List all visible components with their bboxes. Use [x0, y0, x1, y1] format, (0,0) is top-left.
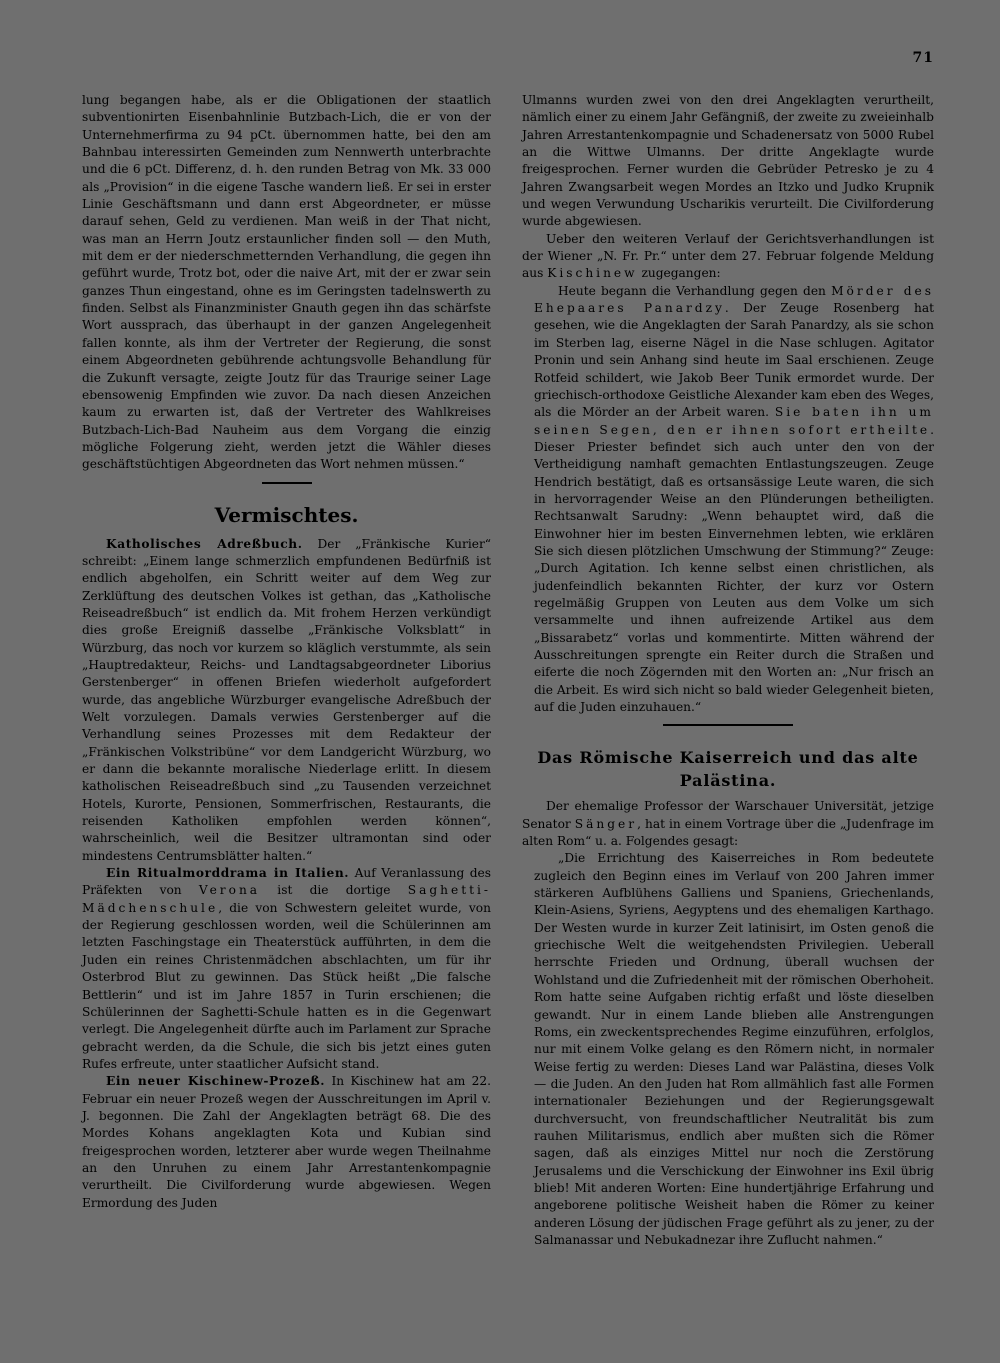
paragraph: [522, 798, 934, 850]
article-body: Auf Veranlassung des Präfekten von: [82, 866, 491, 898]
quoted-report: [522, 283, 934, 717]
divider: [262, 482, 312, 484]
article-katholisches-adressbuch: [82, 536, 491, 866]
emphasis: Mörder des Ehepaares Panardzy: [534, 283, 934, 316]
emphasis: Kischinew: [547, 266, 638, 281]
text: . Der Zeuge Rosenberg hat gesehen, wie die Angeklagten der Sarah Panardzy, als sie schon im Sterben lag, eiserne Nägel in die Nase schlugen. Agitator Pronin und sein Anhang sind heute im Saal erschienen. Zeuge Rotfeid schildert, wie Jakob Beer Tunik ermordet wurde. Der griechisch-orthodoxe Geistliche Alexander kam eben des Weges, als die Mörder an der Arbeit waren.: [534, 301, 934, 420]
divider: [663, 724, 793, 726]
article-lead: Ein neuer Kischinew-Prozeß.: [106, 1074, 326, 1089]
page-number: 71: [912, 50, 934, 66]
article-ritualmorddrama: [82, 865, 491, 1073]
emphasis: Sänger: [574, 816, 638, 831]
continued-paragraph: lung begangen habe, als er die Obligationen der staatlich subventionirten Eisenbahnlinie Butzbach-Lich, die er von der Unternehmerfirma zu 94 pCt. übernommen hatte, bei den am Bahnbau interessirten Gemeinden zum Nennwerth unterbrachte und die 6 pCt. Differenz, d. h. den runden Betrag von Mk. 33 000 als „Provision“ in die eigene Tasche wandern ließ. Er sei in erster Linie Geschäftsmann und dann erst Abgeordneter, er müsse darauf sehen, Geld zu verdienen. Man weiß in der That nicht, was man an Herrn Joutz erstaunlicher finden soll — den Muth, mit dem er der niederschmetternden Verhandlung, die gegen ihn geführt wurde, Trotz bot, oder die naive Art, mit der er zwar sein ganzes Thun eingestand, ohne es im Geringsten tadelnswerth zu finden. Selbst als Finanzminister Gnauth gegen ihn das schärfste Wort aussprach, das überhaupt in der ganzen Angelegenheit fallen konnte, als ihm der Vertreter der Regierung, die sonst einem Abgeordneten gebührende achtungsvolle Behandlung für die Zukunft versagte, zeigte Joutz für das Traurige seiner Lage ebensowenig Empfinden wie zuvor. Da nach diesen Anzeichen kaum zu erwarten ist, daß der Vertreter des Wahlkreises Butzbach-Lich-Bad Nauheim aus dem Vorgang die einzig mögliche Folgerung zieht, werden jetzt die Wähler dieses geschäftstüchtigen Abgeordneten das Wort nehmen müssen.“: [82, 93, 491, 472]
article-kischinew-prozess: [82, 1073, 491, 1212]
article-title: Das Römische Kaiserreich und das alte Palästina.: [537, 748, 919, 791]
text: Der ehemalige Professor der Warschauer Universität, jetzige Senator: [522, 799, 934, 831]
article-body: ist die dortige: [260, 883, 408, 898]
left-column: [82, 92, 491, 1212]
article-lead: Katholisches Adreßbuch.: [106, 536, 303, 551]
text: . Dieser Priester befindet sich auch unter den von der Vertheidigung namhaft gemachten Entlastungszeugen. Zeuge Hendrich bestätigt, daß es ortsansässige Leute waren, die sich in hervorragender Weise an den Plünderungen betheiligten. Rechtsanwalt Sarudny: „Wenn behauptet wird, daß die Einwohner hier im besten Einvernehmen lebten, wie erklären Sie sich diesen plötzlichen Umschwung der Stimmung?“ Zeuge: „Durch Agitation. Ich kenne selbst einen christlichen, als judenfeindlich bekannten Richter, der kurz vor Ostern regelmäßig Gruppen von Leuten aus dem Volke um sich versammelte und ihnen aufreizende Artikel aus dem „Bissarabetz“ vorlas und kommentirte. Mitten während der Ausschreitungen sprengte ein Reiter durch die Straßen und eiferte die noch Zögernden mit den Worten an: „Nur frisch an die Arbeit. Es wird sich nicht so bald wieder Gelegenheit bieten, auf die Juden einzuhauen.“: [534, 422, 934, 715]
text: zugegangen:: [637, 266, 721, 281]
paragraph: [522, 231, 934, 283]
quoted-lecture: „Die Errichtung des Kaiserreiches in Rom bedeutete zugleich den Beginn eines im Verlauf von 200 Jahren immer stärkeren Aufblühens Galliens und Spaniens, Griechenlands, Klein-Asiens, Syriens, Aegyptens und des ehemaligen Karthago. Der Westen wurde in kurzer Zeit latinisirt, im Osten genoß die griechische Welt die weitgehendsten Privilegien. Ueberall herrschte Frieden und Ordnung, überall wuchsen der Wohlstand und die Zufriedenheit mit der römischen Oberhoheit. Rom hatte seine Aufgaben richtig erfaßt und löste dieselben gewandt. Nur in einem Lande blieben alle Anstrengungen Roms, ein zweckentsprechendes Regime einzuführen, erfolglos, nur mit einem Volke gelang es den Römern nicht, in normaler Weise fertig zu werden: Dieses Land war Palästina, dieses Volk — die Juden. An den Juden hat Rom allmählich fast alle Formen internationaler Beziehungen und der Regierungsgewalt durchversucht, von freundschaftlicher Neutralität bis zum rauhen Militarismus, endlich aber mußten sich die Römer sagen, daß als einziges Mittel nur noch die Zerstörung Jerusalems und die Verschickung der Einwohner ins Exil übrig blieb! Mit anderen Worten: Eine hundertjährige Erfahrung und angeborene politische Weisheit haben die Römer zu keiner anderen Lösung der jüdischen Frage geführt als zu jener, zu der Salmanassar und Nebukadnezar ihre Zuflucht nahmen.“: [534, 851, 934, 1247]
article-body: Der „Fränkische Kurier“ schreibt: „Einem lange schmerzlich empfundenen Bedürfniß ist endlich abgeholfen, ein Schritt weiter auf dem Weg zur Zerklüftung des deutschen Volkes ist gethan, das „Katholische Reiseadreßbuch“ ist endlich da. Mit frohem Herzen verkündigt dies große Ereigniß dasselbe „Fränkische Volksblatt“ in Würzburg, das noch vor kurzem so kläglich verstummte, als sein „Hauptredakteur, Reichs- und Landtagsabgeordneter Liborius Gerstenberger“ in offenen Briefen wiederholt aufgefordert wurde, das angebliche Würzburger evangelische Adreßbuch der Welt vorzulegen. Damals verwies Gerstenberger auf die Verhandlung seines Prozesses mit dem Redakteur der „Fränkischen Volkstribüne“ vor dem Landgericht Würzburg, wo er dann die bekannte moralische Niederlage erlitt. In diesem katholischen Reiseadreßbuch sind „zu Tausenden verzeichnet Hotels, Kurorte, Pensionen, Sommerfrischen, Restaurants, die reisenden Katholiken empfohlen werden können“, wahrscheinlich, weil die Besitzer ultramontan sind oder mindestens Centrumsblätter halten.“: [82, 536, 491, 863]
text: , hat in einem Vortrage über die „Judenfrage im alten Rom“ u. a. Folgendes gesagt:: [522, 816, 934, 849]
continued-paragraph: Ulmanns wurden zwei von den drei Angeklagten verurtheilt, nämlich einer zu einem Jahr Gefängniß, der zweite zu zweieinhalb Jahren Arrestantenkompagnie und Schadenersatz von 5000 Rubel an die Wittwe Ulmanns. Der dritte Angeklagte wurde freigesprochen. Ferner wurden die Gebrüder Petresko je zu 4 Jahren Zwangsarbeit wegen Mordes an Itzko und Judko Krupnik und wegen Verwundung Uscharikis verurteilt. Die Civilforderung wurde abgewiesen.: [522, 93, 934, 229]
emphasis: Saghetti-Mädchenschule: [82, 883, 492, 915]
text: Heute begann die Verhandlung gegen den: [558, 283, 832, 298]
section-heading: Vermischtes.: [214, 502, 359, 527]
right-column: [522, 92, 934, 1249]
emphasis: Sie baten ihn um seinen Segen, den er ihnen sofort ertheilte: [534, 405, 934, 437]
text: Ueber den weiteren Verlauf der Gerichtsverhandlungen ist der Wiener „N. Fr. Pr.“ unter dem 27. Februar folgende Meldung aus: [522, 231, 934, 281]
article-body: , die von Schwestern geleitet wurde, von der Regierung geschlossen worden, weil die Schülerinnen am letzten Faschingstage ein Theaterstück aufführten, in dem die Juden ein reines Christenmädchen abschlachten, um für ihr Osterbrod Blut zu gewinnen. Das Stück heißt „Die falsche Bettlerin“ und ist im Jahre 1857 in Turin erschienen; die Schülerinnen der Saghetti-Schule hatten es in die Gegenwart verlegt. Die Angelegenheit dürfte auch im Parlament zur Sprache gebracht werden, da die Schule, die sich bis jetzt eines guten Rufes erfreute, unter staatlicher Aufsicht stand.: [82, 900, 491, 1071]
article-lead: Ein Ritualmorddrama in Italien.: [106, 866, 350, 881]
emphasis: Verona: [198, 883, 261, 898]
article-body: In Kischinew hat am 22. Februar ein neuer Prozeß wegen der Ausschreitungen im April v. J. begonnen. Die Zahl der Angeklagten beträgt 68. Die des Mordes Kohans angeklagten Kota und Kubian sind freigesprochen worden, letzterer aber wurde wegen Theilnahme an den Unruhen zu einem Jahr Arrestantenkompagnie verurtheilt. Die Civilforderung wurde abgewiesen. Wegen Ermordung des Juden: [82, 1074, 492, 1210]
